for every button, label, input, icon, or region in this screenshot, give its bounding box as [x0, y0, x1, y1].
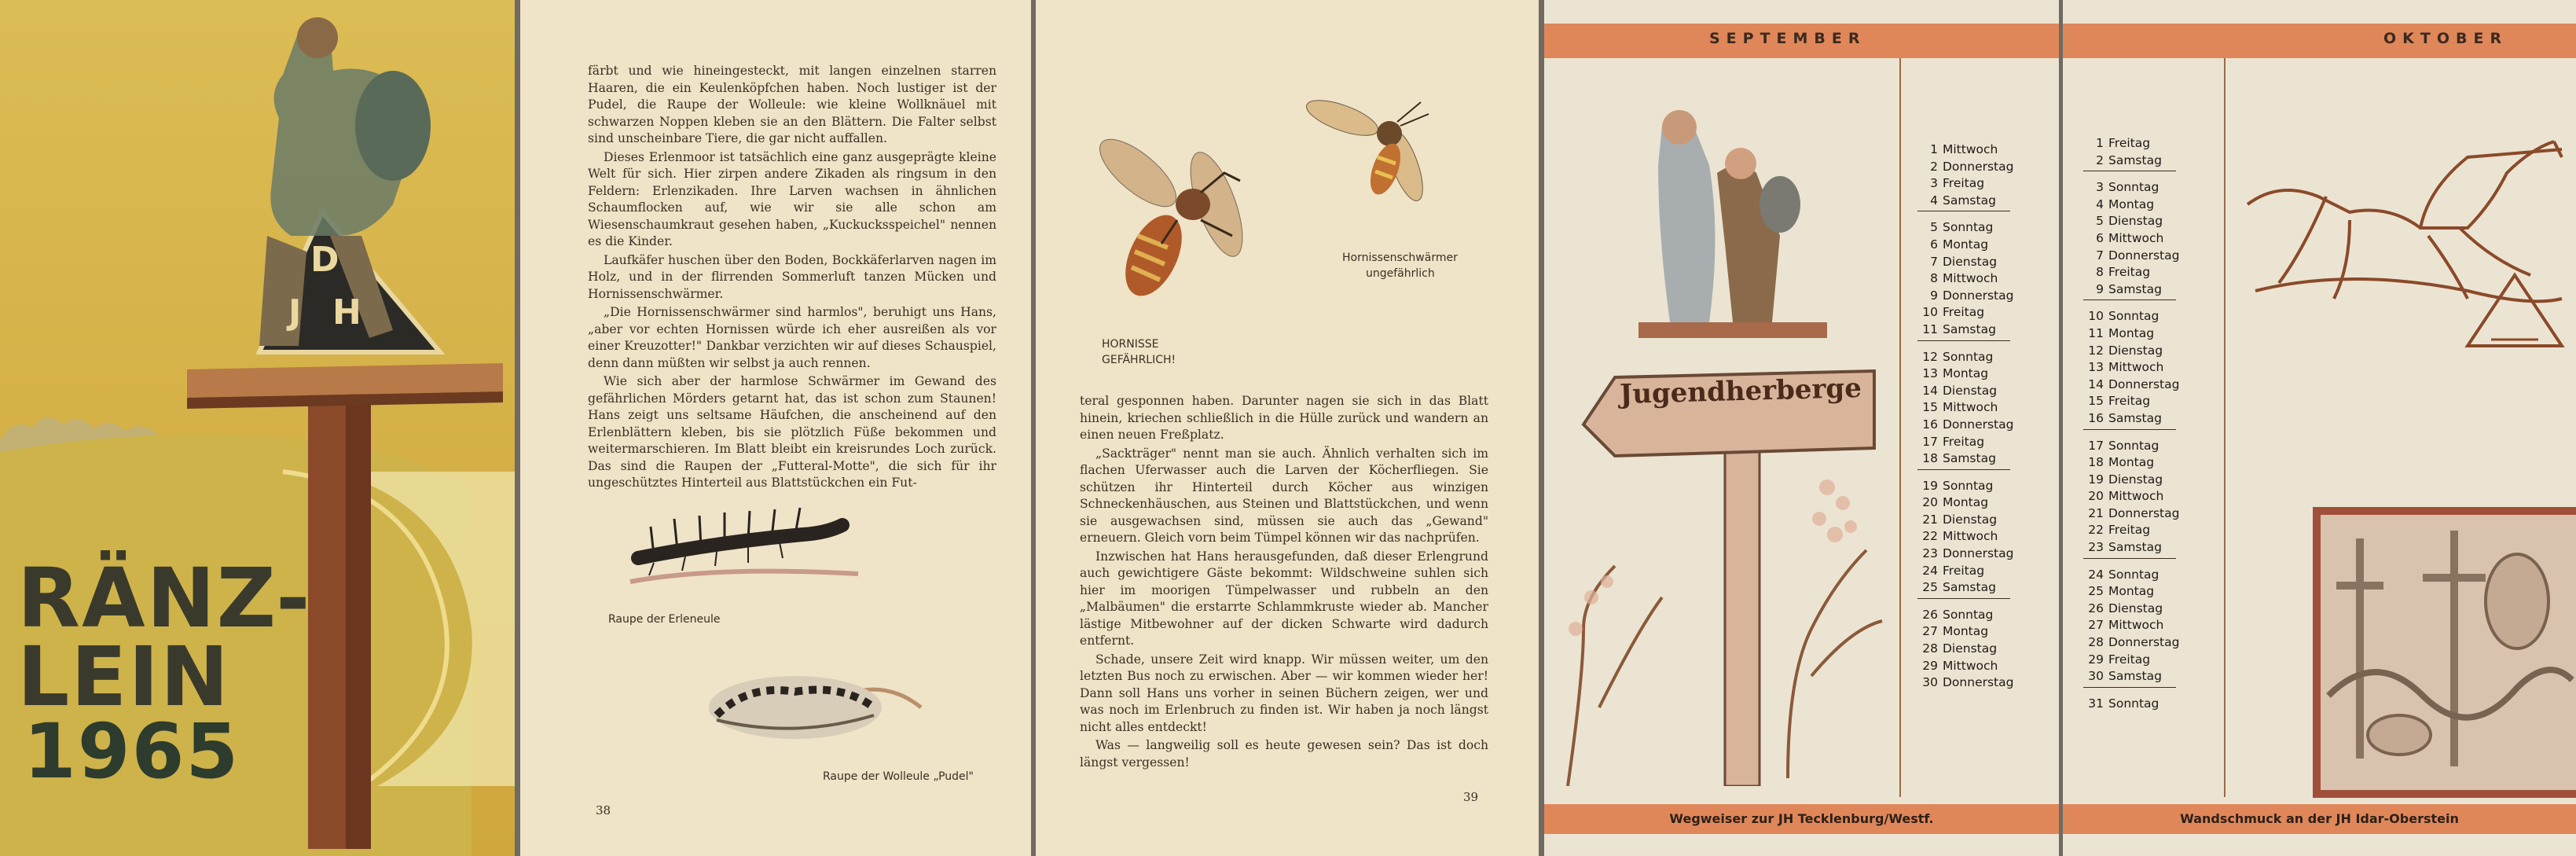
weekday: Dienstag: [2108, 214, 2163, 229]
day-number: 19: [2088, 472, 2104, 487]
day-number: 9: [2096, 281, 2104, 296]
caterpillar-alder-illustration: [622, 487, 874, 597]
september-week: [1917, 349, 2013, 478]
weekday: Freitag: [2108, 265, 2151, 280]
horse-emblem-illustration: [2232, 110, 2570, 409]
calendar-day: [2083, 634, 2179, 652]
weekday: Sonntag: [1943, 607, 1994, 622]
calendar-page-oktober: [2063, 0, 2576, 856]
oktober-week: [2083, 179, 2179, 308]
day-number: 22: [2088, 523, 2104, 538]
september-week: [1917, 478, 2013, 607]
tree-blossoms: [1569, 479, 1857, 636]
calendar-day: [2083, 308, 2179, 325]
weekday: Montag: [1943, 237, 1989, 252]
weekday: Donnerstag: [1943, 417, 2014, 432]
day-number: 25: [1922, 580, 1938, 595]
calendar-day: [1917, 494, 2013, 512]
week-separator: [1917, 211, 2010, 219]
calendar-day: [1917, 623, 2013, 641]
figure-old-man-head: [1662, 110, 1697, 145]
day-number: 18: [2088, 455, 2104, 470]
weekday: Dienstag: [1943, 383, 1998, 398]
weekday: Sonntag: [1943, 220, 1994, 235]
weekday: Freitag: [1943, 305, 1985, 320]
book-page-38: [520, 0, 1031, 856]
page38-text: [588, 63, 996, 494]
calendar-day: [1917, 658, 2013, 675]
calendar-day: [2083, 393, 2179, 410]
day-number: 21: [1922, 512, 1938, 527]
calendar-day: [1917, 383, 2013, 400]
day-number: 9: [1930, 288, 1938, 303]
week-separator: [2083, 558, 2176, 567]
day-number: 14: [2088, 377, 2104, 391]
calendar-day: [1917, 546, 2013, 563]
day-number: 27: [2088, 618, 2104, 633]
figures-base: [1638, 322, 1827, 338]
calendar-day: [1917, 321, 2013, 339]
wall-carving-photo: [2313, 507, 2576, 798]
day-number: 8: [2096, 265, 2104, 280]
week-separator: [2083, 687, 2176, 696]
calendar-day: [2083, 617, 2179, 634]
cover-emblem-j: J: [288, 292, 302, 332]
day-number: 11: [1922, 321, 1938, 336]
weekday: Freitag: [2108, 394, 2151, 409]
weekday: Mittwoch: [1943, 529, 1998, 544]
weekday: Mittwoch: [2108, 360, 2164, 375]
weekday: Donnerstag: [1943, 546, 2014, 561]
september-week: [1917, 219, 2013, 348]
calendar-day: [2083, 179, 2179, 197]
weekday: Freitag: [2108, 652, 2151, 667]
calendar-day: [2083, 343, 2179, 360]
weekday: Samstag: [2108, 410, 2162, 425]
caption-caterpillar-poodle: Raupe der Wolleule „Pudel": [823, 770, 974, 783]
calendar-day: [1917, 641, 2013, 658]
calendar-day: [1917, 450, 2013, 468]
day-number: 26: [1922, 607, 1938, 622]
day-number: 8: [1930, 271, 1938, 286]
day-number: 6: [1930, 237, 1938, 252]
day-number: 5: [2096, 214, 2104, 229]
day-number: 20: [1922, 495, 1938, 510]
day-number: 2: [1930, 159, 1938, 174]
calendar-day: [1917, 674, 2013, 692]
weekday: Donnerstag: [2108, 248, 2180, 263]
week-separator: [2083, 299, 2176, 308]
weekday: Sonntag: [2108, 438, 2160, 453]
page-number-38: 38: [596, 803, 611, 817]
calendar-day: [2083, 438, 2179, 455]
calendar-day: [1917, 219, 2013, 237]
oktober-day-list: [2083, 135, 2179, 712]
weekday: Montag: [2108, 584, 2155, 599]
calendar-day: [2083, 213, 2179, 230]
book-page-39: [1036, 0, 1539, 856]
oktober-footer: Wandschmuck an der JH Idar-Oberstein: [2063, 804, 2576, 834]
week-separator: [2083, 429, 2176, 438]
oktober-divider: [2224, 58, 2226, 797]
calendar-day: [2083, 505, 2179, 523]
day-number: 7: [1930, 254, 1938, 269]
day-number: 13: [1922, 366, 1938, 381]
page38-paragraph: Dieses Erlenmoor ist tatsächlich eine ganz ausgeprägte kleine Welt für sich. Hier zirpen andere Zikaden als ringsum in den Feldern: Erlenzikaden. Ihre Larven wachsen in ähnlichen Schaumflocken auf, wie wir sie alle schon am Wiesenschaumkraut gesehen haben, „Kuckucksspeichel" nennen es die Kinder.: [588, 149, 996, 248]
day-number: 10: [1922, 305, 1938, 320]
weekday: Mittwoch: [2108, 230, 2164, 245]
september-divider: [1899, 58, 1901, 797]
calendar-day: [2083, 359, 2179, 377]
calendar-day: [1917, 175, 2013, 193]
oktober-month-title: OKTOBER: [2383, 30, 2508, 47]
weekday: Freitag: [2108, 136, 2151, 150]
weekday: Donnerstag: [2108, 505, 2180, 520]
weekday: Dienstag: [2108, 601, 2163, 615]
calendar-day: [2083, 472, 2179, 489]
calendar-day: [2083, 601, 2179, 618]
day-number: 10: [2088, 309, 2104, 324]
day-number: 30: [1922, 675, 1938, 690]
day-number: 16: [2088, 410, 2104, 425]
cover-title-line1: RÄNZ-: [17, 550, 312, 646]
page38-paragraph: „Die Hornissenschwärmer sind harmlos", beruhigt uns Hans, „aber vor echten Hornissen würde ich eher ausreißen als vor einer Kreuzotter!" Dankbar verzichten wir auf dieses Schauspiel, denn dann müßten wir selbst ja auch rennen.: [588, 305, 996, 370]
week-separator: [1917, 598, 2010, 607]
signpost-text: Jugendherberge: [1619, 372, 1862, 411]
calendar-day: [2083, 377, 2179, 394]
weekday: Dienstag: [1943, 512, 1998, 527]
caption-hornet-line2: GEFÄHRLICH!: [1102, 354, 1176, 366]
page38-paragraph: Wie sich aber der harmlose Schwärmer im Gewand des gefährlichen Mörders getarnt hat, das ist schon zum Staunen! Hans zeigt uns seltsame Häufchen, die anscheinend auf den Erlenblättern kleben, bis sie plötzlich Füße bekommen und weitermarschieren. Im Blatt bleibt ein kreisrundes Loch zurück. Das sind die Raupen der „Futteral-Motte", die sich für ihr ungeschütztes Hinterteil aus Blattstückchen ein Fut-: [588, 374, 996, 490]
weekday: Dienstag: [2108, 472, 2163, 487]
cover-post-shadow: [346, 385, 371, 849]
day-number: 3: [1930, 176, 1938, 191]
calendar-day: [2083, 197, 2179, 214]
september-week: [1917, 607, 2013, 692]
weekday: Montag: [2108, 197, 2155, 211]
weekday: Freitag: [1943, 176, 1985, 191]
weekday: Montag: [1943, 624, 1989, 639]
page38-paragraph: Laufkäfer huschen über den Boden, Bockkäferlarven nagen im Holz, und in der flirrenden Sommerluft tanzen Mücken und Hornissenschwärmer.: [588, 252, 996, 301]
caterpillar-poodle-illustration: [701, 645, 929, 770]
day-number: 12: [1922, 349, 1938, 364]
day-number: 27: [1922, 624, 1938, 639]
weekday: Sonntag: [2108, 567, 2160, 582]
calendar-day: [1917, 512, 2013, 529]
page39-paragraph: teral gesponnen haben. Darunter nagen sie sich in das Blatt hinein, kriechen schließlich in die Hülle zurück und wandern an einen neuen Freßplatz.: [1080, 394, 1488, 442]
caption-caterpillar-alder: Raupe der Erleneule: [608, 613, 721, 626]
calendar-page-september: [1544, 0, 2059, 856]
calendar-day: [1917, 563, 2013, 580]
day-number: 1: [1930, 142, 1938, 156]
calendar-day: [2083, 567, 2179, 584]
weekday: Mittwoch: [1943, 400, 1998, 415]
page39-paragraph: Schade, unsere Zeit wird knapp. Wir müssen weiter, um den letzten Bus noch zu erwischen. Aber — wir kommen wieder her! Dann soll Hans uns vorher in seinen Büchern zeigen, wer und was noch im Erlenbruch zu finden ist. Wir haben ja noch längst nicht alles entdeckt!: [1080, 652, 1488, 734]
day-number: 31: [2088, 696, 2104, 711]
day-number: 24: [1922, 563, 1938, 578]
cover-title-line2: LEIN: [17, 629, 231, 725]
calendar-day: [1917, 478, 2013, 495]
oktober-week: [2083, 438, 2179, 567]
day-number: 23: [1922, 546, 1938, 561]
calendar-day: [1917, 434, 2013, 451]
calendar-day: [1917, 254, 2013, 271]
weekday: Dienstag: [2108, 343, 2163, 358]
oktober-week: [2083, 696, 2179, 713]
calendar-day: [1917, 193, 2013, 210]
weekday: Sonntag: [2108, 180, 2160, 195]
day-number: 26: [2088, 601, 2104, 615]
cover-figure-head: [297, 17, 338, 58]
calendar-day: [2083, 583, 2179, 601]
day-number: 4: [1930, 193, 1938, 208]
calendar-day: [2083, 696, 2179, 713]
day-number: 15: [1922, 400, 1938, 415]
weekday: Samstag: [2108, 281, 2162, 296]
day-number: 1: [2096, 136, 2104, 150]
day-number: 28: [1922, 641, 1938, 656]
weekday: Sonntag: [2108, 309, 2160, 324]
week-separator: [1917, 469, 2010, 478]
weekday: Dienstag: [1943, 641, 1998, 656]
caption-moth-line1: Hornissenschwärmer: [1342, 252, 1458, 264]
weekday: Montag: [2108, 455, 2155, 470]
calendar-day: [1917, 270, 2013, 288]
figure-boy-head: [1725, 148, 1756, 179]
september-day-list: [1917, 141, 2013, 692]
page39-text: [1080, 393, 1488, 773]
september-week: [1917, 141, 2013, 219]
weekday: Montag: [1943, 366, 1989, 381]
calendar-day: [2083, 539, 2179, 557]
day-number: 17: [2088, 438, 2104, 453]
weekday: Mittwoch: [2108, 618, 2164, 633]
calendar-day: [1917, 366, 2013, 383]
september-month-title: SEPTEMBER: [1709, 30, 1866, 47]
day-number: 5: [1930, 220, 1938, 235]
page39-paragraph: „Sackträger" nennt man sie auch. Ähnlich verhalten sich im flachen Uferwasser auch die Larven der Köcherfliegen. Sie schützen ihr Hinterteil durch Köcher aus winzigen Schneckenhäuschen, aus Steinen und Blattstückchen, und wenn sie ausgewachsen sind, müssen sie auch das „Gewand" erneuern. Gleich vorn beim Tümpel können wir das nachprüfen.: [1080, 446, 1488, 545]
day-number: 12: [2088, 343, 2104, 358]
weekday: Samstag: [1943, 451, 1996, 466]
calendar-day: [1917, 528, 2013, 546]
caption-hornet-line1: HORNISSE: [1102, 338, 1159, 351]
calendar-day: [2083, 652, 2179, 669]
cover-backpack: [355, 71, 431, 181]
day-number: 14: [1922, 383, 1938, 398]
weekday: Donnerstag: [1943, 288, 2014, 303]
cover-year: 1965: [24, 707, 240, 795]
weekday: Samstag: [2108, 669, 2162, 684]
hornet-illustration: [1083, 118, 1271, 338]
weekday: Sonntag: [1943, 349, 1994, 364]
weekday: Donnerstag: [2108, 377, 2180, 391]
day-number: 6: [2096, 230, 2104, 245]
calendar-day: [1917, 159, 2013, 176]
calendar-day: [2083, 230, 2179, 248]
day-number: 23: [2088, 540, 2104, 555]
page39-paragraph: Was — langweilig soll es heute gewesen sein? Das ist doch längst vergessen!: [1080, 738, 1488, 770]
oktober-week: [2083, 308, 2179, 437]
cover-emblem-h: H: [332, 292, 361, 332]
caption-moth-line2: ungefährlich: [1366, 267, 1435, 280]
day-number: 30: [2088, 669, 2104, 684]
day-number: 20: [2088, 489, 2104, 504]
calendar-day: [1917, 607, 2013, 624]
page39-paragraph: Inzwischen hat Hans herausgefunden, daß dieser Erlengrund auch gewichtigere Gäste bekommt: Wildschweine suhlen sich hier im moorigen Tümpelwasser und rubbeln an den „Malbäumen" die erstarrte Schlammkruste wieder ab. Mancher lästige Mitbewohner auf der dicken Schwarte wird dadurch entfernt.: [1080, 549, 1488, 648]
day-number: 25: [2088, 584, 2104, 599]
calendar-day: [1917, 399, 2013, 417]
weekday: Donnerstag: [1943, 159, 2014, 174]
calendar-day: [1917, 417, 2013, 434]
day-number: 24: [2088, 567, 2104, 582]
page38-paragraph: färbt und wie hineingesteckt, mit langen einzelnen starren Haaren, die ein Keulenköpfchen haben. Noch lustiger ist der Pudel, die Raupe der Wolleule: wie kleine Wollknäuel mit schwarzen Noppen kleben sie an den Blättern. Die Falter selbst sind unscheinbare Tiere, die gar nicht auffallen.: [588, 64, 996, 145]
week-separator: [1917, 340, 2010, 349]
day-number: 21: [2088, 505, 2104, 520]
calendar-day: [1917, 304, 2013, 321]
calendar-day: [2083, 264, 2179, 281]
day-number: 11: [2088, 325, 2104, 340]
weekday: Montag: [1943, 495, 1989, 510]
day-number: 28: [2088, 635, 2104, 650]
weekday: Dienstag: [1943, 254, 1998, 269]
day-number: 16: [1922, 417, 1938, 432]
calendar-day: [2083, 152, 2179, 170]
weekday: Samstag: [1943, 580, 1996, 595]
weekday: Mittwoch: [2108, 489, 2164, 504]
cover-page: [0, 0, 515, 856]
weekday: Freitag: [1943, 434, 1985, 449]
day-number: 29: [1922, 658, 1938, 673]
calendar-day: [1917, 237, 2013, 254]
calendar-day: [2083, 281, 2179, 299]
calendar-day: [2083, 410, 2179, 428]
page-number-39: 39: [1463, 790, 1479, 804]
figure-old-man: [1658, 118, 1715, 322]
weekday: Samstag: [2108, 540, 2162, 555]
calendar-day: [1917, 349, 2013, 366]
calendar-day: [1917, 288, 2013, 305]
calendar-day: [2083, 668, 2179, 685]
weekday: Mittwoch: [1943, 142, 1998, 156]
cover-emblem-d: D: [310, 240, 339, 280]
weekday: Freitag: [2108, 523, 2151, 538]
week-separator: [2083, 171, 2176, 179]
day-number: 13: [2088, 360, 2104, 375]
day-number: 18: [1922, 451, 1938, 466]
calendar-day: [2083, 454, 2179, 472]
weekday: Sonntag: [2108, 696, 2160, 711]
weekday: Mittwoch: [1943, 271, 1998, 286]
day-number: 4: [2096, 197, 2104, 211]
day-number: 17: [1922, 434, 1938, 449]
calendar-day: [2083, 522, 2179, 539]
weekday: Samstag: [1943, 321, 1996, 336]
weekday: Montag: [2108, 325, 2155, 340]
day-number: 29: [2088, 652, 2104, 667]
day-number: 15: [2088, 394, 2104, 409]
weekday: Donnerstag: [2108, 635, 2180, 650]
oktober-week: [2083, 567, 2179, 696]
weekday: Samstag: [2108, 152, 2162, 167]
calendar-day: [2083, 488, 2179, 505]
weekday: Mittwoch: [1943, 658, 1998, 673]
calendar-day: [1917, 141, 2013, 159]
day-number: 19: [1922, 478, 1938, 493]
oktober-week: [2083, 135, 2179, 179]
hornet-moth-illustration: [1303, 79, 1460, 236]
september-footer: Wegweiser zur JH Tecklenburg/Westf.: [1544, 804, 2059, 834]
weekday: Sonntag: [1943, 478, 1994, 493]
calendar-day: [2083, 135, 2179, 152]
calendar-day: [1917, 579, 2013, 597]
september-signpost-illustration: [1552, 79, 1898, 786]
day-number: 3: [2096, 180, 2104, 195]
calendar-day: [2083, 248, 2179, 265]
weekday: Samstag: [1943, 193, 1996, 208]
figure-boy-backpack: [1760, 176, 1800, 233]
calendar-day: [2083, 325, 2179, 343]
weekday: Freitag: [1943, 563, 1985, 578]
day-number: 2: [2096, 152, 2104, 167]
day-number: 7: [2096, 248, 2104, 263]
day-number: 22: [1922, 529, 1938, 544]
weekday: Donnerstag: [1943, 675, 2014, 690]
